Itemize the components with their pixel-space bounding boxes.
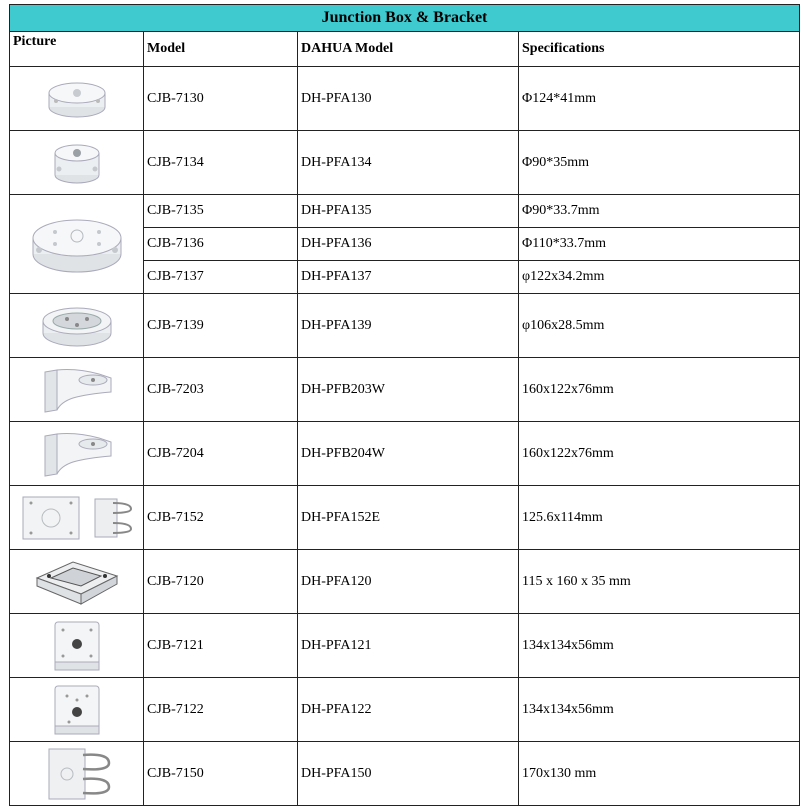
rectangular-junction-box-icon [29,554,125,610]
table-header-row [10,32,800,67]
model-cell: CJB-7203 [144,358,298,422]
table-row [10,131,800,195]
junction-box-table [9,4,800,806]
spec-cell: 125.6x114mm [519,486,800,550]
product-image-cell [10,294,144,358]
table-row [10,358,800,422]
model-cell: CJB-7122 [144,678,298,742]
table-row [10,294,800,358]
model-cell: CJB-7204 [144,422,298,486]
model-cell: CJB-7120 [144,550,298,614]
dahua-model-cell: DH-PFA120 [298,550,519,614]
product-image-cell [10,131,144,195]
dahua-model-cell: DH-PFB203W [298,358,519,422]
pole-mount-icon [39,745,115,803]
product-image-cell [10,358,144,422]
spec-cell: Φ90*35mm [519,131,800,195]
header-specifications: Specifications [519,32,800,67]
product-image-cell [10,422,144,486]
spec-cell: 170x130 mm [519,742,800,806]
spec-cell: Φ90*33.7mm [519,195,800,228]
dahua-model-cell: DH-PFA122 [298,678,519,742]
spec-cell: 134x134x56mm [519,614,800,678]
spec-cell: φ106x28.5mm [519,294,800,358]
model-cell: CJB-7121 [144,614,298,678]
spec-cell: Φ110*33.7mm [519,228,800,261]
dahua-model-cell: DH-PFA130 [298,67,519,131]
round-junction-box-icon [42,75,112,123]
header-picture: Picture [10,32,144,67]
header-dahua-model: DAHUA Model [298,32,519,67]
table-row [10,614,800,678]
table-title: Junction Box & Bracket [10,5,800,32]
dahua-model-cell: DH-PFA136 [298,228,519,261]
model-cell: CJB-7139 [144,294,298,358]
product-image-cell [10,550,144,614]
table-row [10,67,800,131]
product-image-cell [10,67,144,131]
round-junction-box-flat-icon [27,208,127,280]
dahua-model-cell: DH-PFA152E [298,486,519,550]
product-image-cell [10,614,144,678]
dahua-model-cell: DH-PFA137 [298,261,519,294]
model-cell: CJB-7152 [144,486,298,550]
spec-cell: 160x122x76mm [519,422,800,486]
table-title-row [10,5,800,32]
dahua-model-cell: DH-PFA121 [298,614,519,678]
square-junction-box-icon [47,618,107,674]
dahua-model-cell: DH-PFA150 [298,742,519,806]
model-cell: CJB-7134 [144,131,298,195]
wall-mount-bracket-icon [37,364,117,416]
table-row [10,422,800,486]
pole-mount-plate-icon [17,491,137,545]
header-model: Model [144,32,298,67]
model-cell: CJB-7136 [144,228,298,261]
model-cell: CJB-7150 [144,742,298,806]
dahua-model-cell: DH-PFB204W [298,422,519,486]
model-cell: CJB-7135 [144,195,298,228]
round-junction-box-open-icon [37,301,117,351]
table-row [10,486,800,550]
round-junction-box-tall-icon [47,137,107,189]
table-row [10,550,800,614]
table-row [10,678,800,742]
model-cell: CJB-7130 [144,67,298,131]
table-row [10,195,800,228]
dahua-model-cell: DH-PFA139 [298,294,519,358]
table-row [10,742,800,806]
spec-cell: Φ124*41mm [519,67,800,131]
dahua-model-cell: DH-PFA135 [298,195,519,228]
product-image-cell [10,742,144,806]
product-image-cell [10,195,144,294]
spec-cell: 160x122x76mm [519,358,800,422]
product-image-cell [10,486,144,550]
spec-cell: 115 x 160 x 35 mm [519,550,800,614]
square-junction-box-icon [47,682,107,738]
spec-cell: 134x134x56mm [519,678,800,742]
dahua-model-cell: DH-PFA134 [298,131,519,195]
model-cell: CJB-7137 [144,261,298,294]
spec-cell: φ122x34.2mm [519,261,800,294]
wall-mount-bracket-icon [37,428,117,480]
product-image-cell [10,678,144,742]
